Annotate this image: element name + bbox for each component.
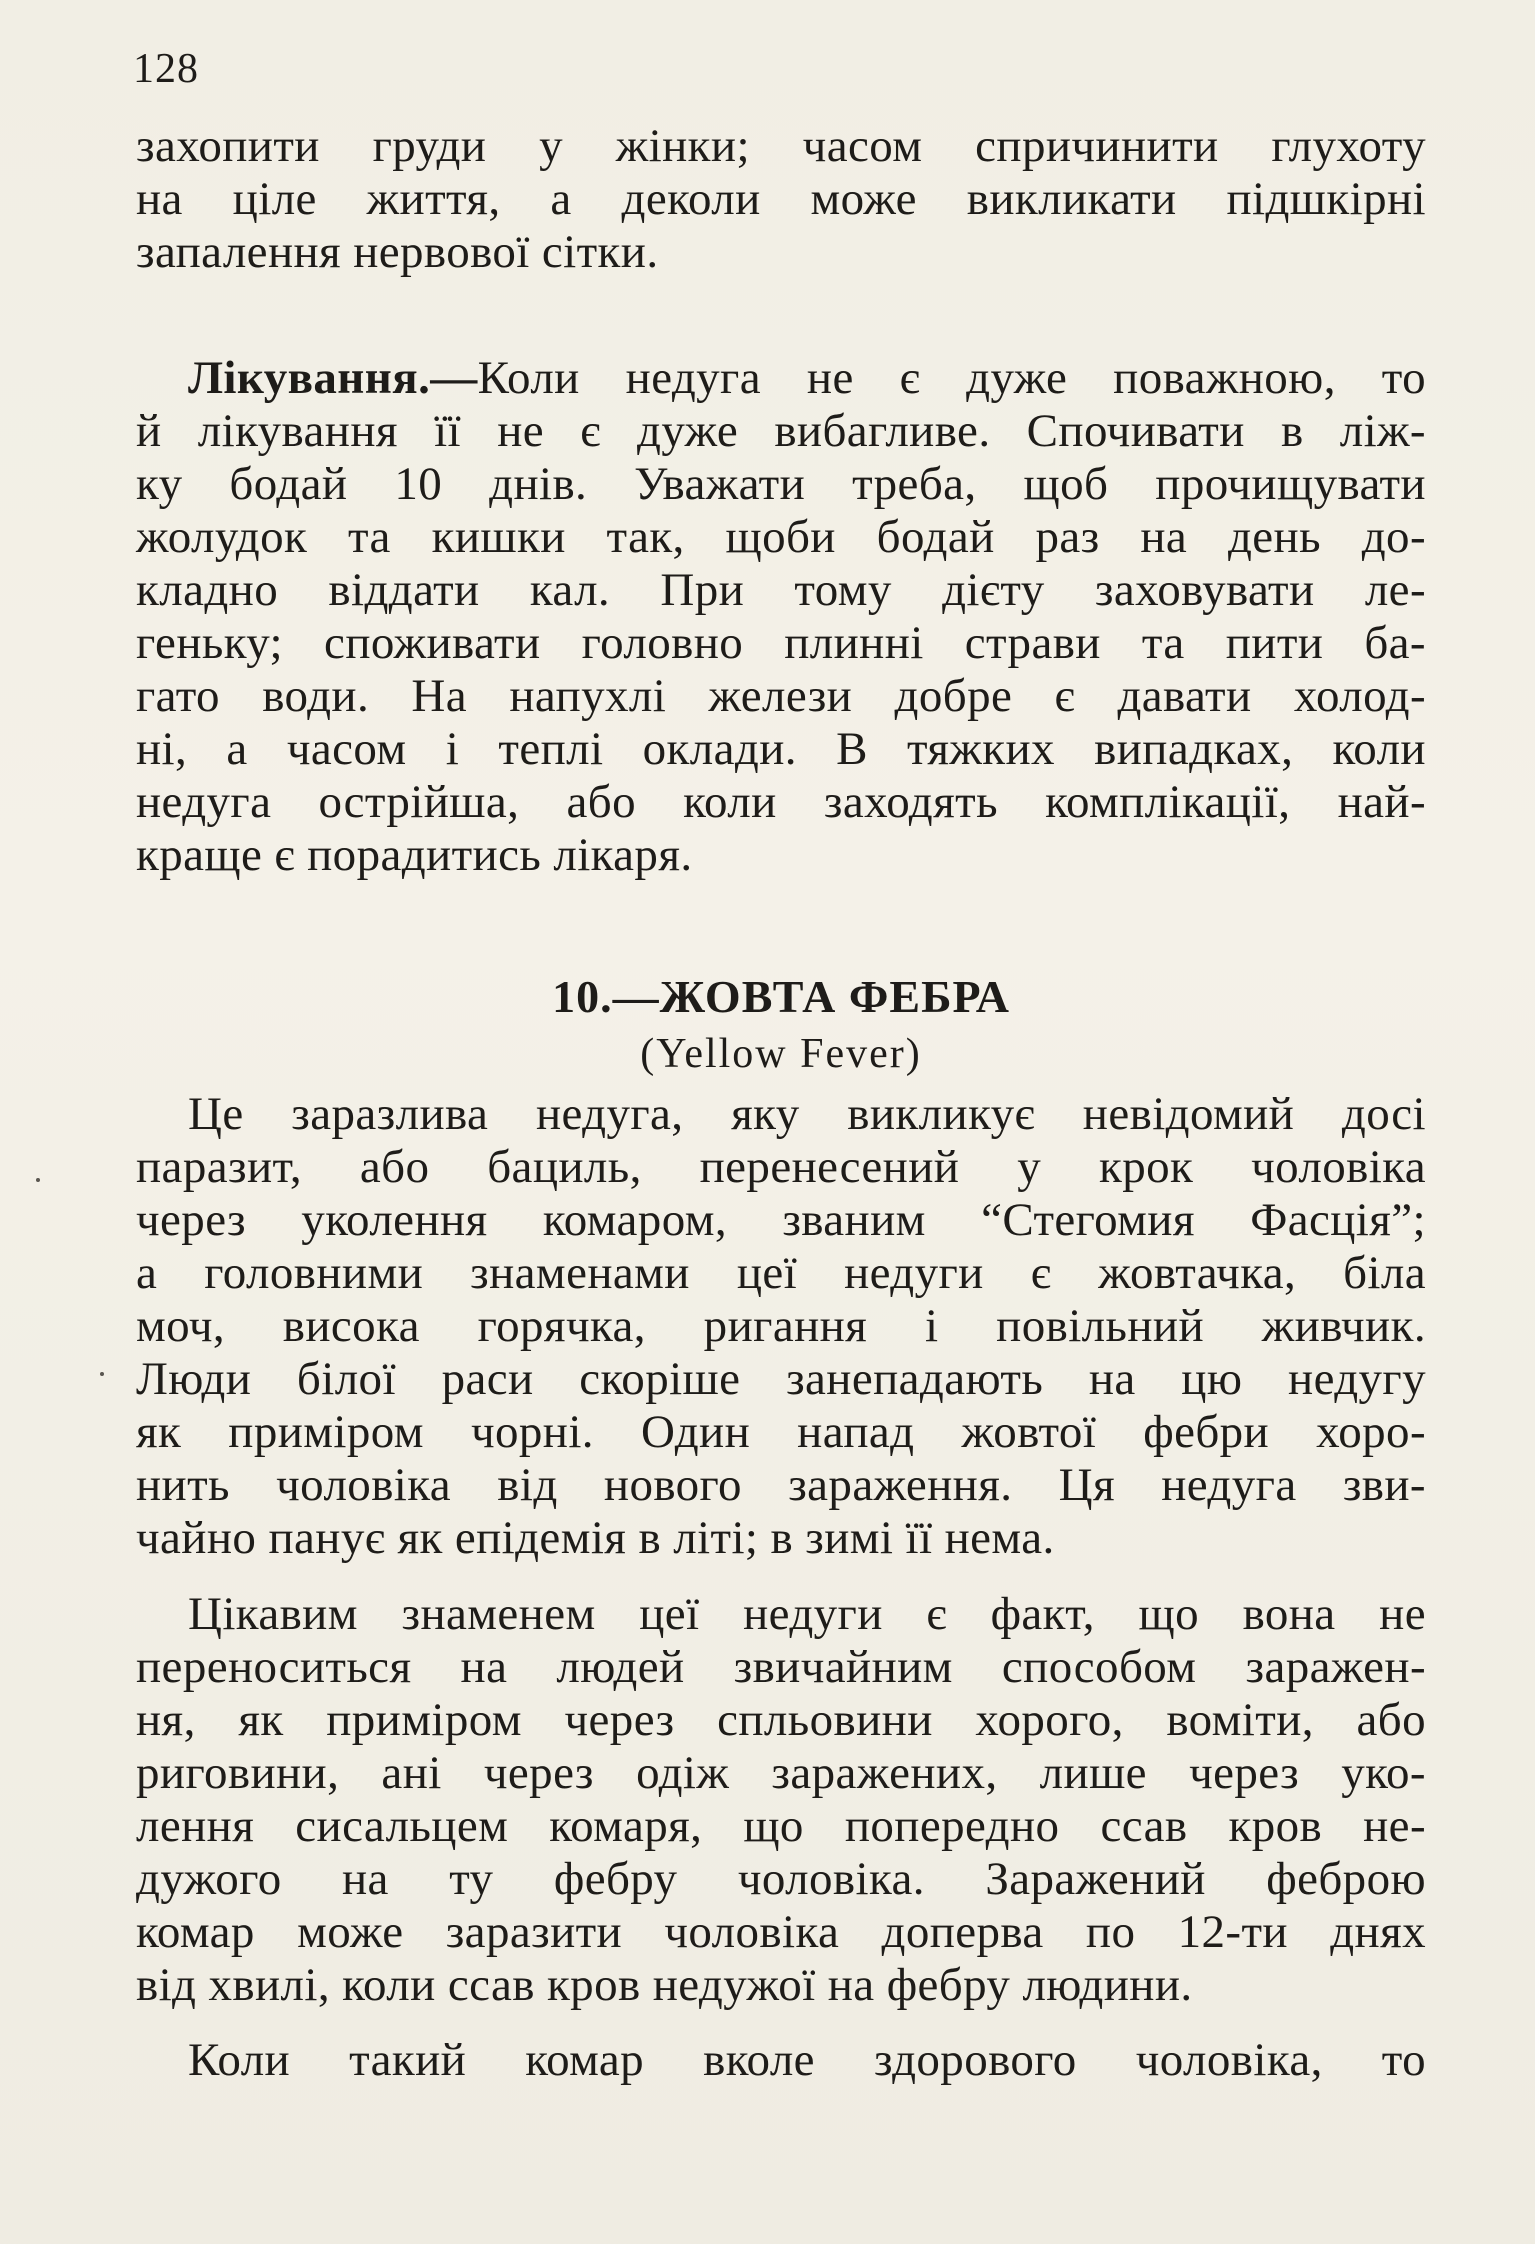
yellow-fever-paragraph-2 (136, 1588, 1426, 2012)
text-line: ня, як приміром через спльовини хорого, воміти, або (136, 1694, 1426, 1746)
continuation-paragraph (136, 120, 1426, 279)
text-line: жолудок та кишки так, щоби бодай раз на день до- (136, 511, 1426, 563)
text-line: моч, висока горячка, ригання і повільний живчик. (136, 1300, 1426, 1352)
text-line: переноситься на людей звичайним способом заражен- (136, 1641, 1426, 1693)
text-line: геньку; споживати головно плинні страви та пити ба- (136, 617, 1426, 669)
text-line: через уколення комаром, званим “Стегомия Фасція”; (136, 1194, 1426, 1246)
text-line: а головними знаменами цеї недуги є жовтачка, біла (136, 1247, 1426, 1299)
text-line: гато води. На напухлі желези добре є давати холод- (136, 670, 1426, 722)
text-line: комар може заразити чоловіка доперва по 12-ти днях (136, 1906, 1426, 1958)
text-line: риговини, ані через одіж заражених, лише через уко- (136, 1747, 1426, 1799)
text-line: від хвилі, коли ссав кров недужої на фебру людини. (136, 1959, 1193, 2011)
text-line: паразит, або бациль, перенесений у крок чоловіка (136, 1141, 1426, 1193)
text-line: запалення нервової сітки. (136, 226, 659, 278)
text-line: й лікування її не є дуже вибагливе. Спочивати в ліж- (136, 405, 1426, 457)
text-line: на ціле життя, а деколи може викликати підшкірні (136, 173, 1426, 225)
treatment-paragraph (136, 352, 1426, 882)
text-line: ні, а часом і теплі оклади. В тяжких випадках, коли (136, 723, 1426, 775)
text-line: кладно віддати кал. При тому дієту заховувати ле- (136, 564, 1426, 616)
text-line: Люди білої раси скоріше занепадають на цю недугу (136, 1353, 1426, 1405)
text-line: нить чоловіка від нового зараження. Ця недуга зви- (136, 1459, 1426, 1511)
paper-speck (36, 1178, 40, 1182)
yellow-fever-paragraph-3 (136, 2034, 1426, 2087)
page-number: 128 (133, 46, 199, 92)
text-line: як приміром чорні. Один напад жовтої фебри хоро- (136, 1406, 1426, 1458)
text-line: ку бодай 10 днів. Уважати треба, щоб прочищувати (136, 458, 1426, 510)
text-line: Коли такий комар вколе здорового чоловіка, то (188, 2034, 1426, 2086)
text-line: дужого на ту фебру чоловіка. Заражений феброю (136, 1853, 1426, 1905)
text-line: краще є порадитись лікаря. (136, 829, 693, 881)
text-line: недуга острійша, або коли заходять комплікації, най- (136, 776, 1426, 828)
section-title: 10.—ЖОВТА ФЕБРА (552, 971, 1010, 1022)
yellow-fever-paragraph-1 (136, 1088, 1426, 1565)
text-line (136, 352, 1426, 405)
text-line: Це заразлива недуга, яку викликує невідомий досі (188, 1088, 1426, 1140)
section-subtitle: (Yellow Fever) (640, 1031, 922, 1077)
text-line: Цікавим знаменем цеї недуги є факт, що вона не (188, 1588, 1426, 1640)
treatment-label: Лікування.— (188, 352, 478, 404)
text-line: чайно панує як епідемія в літі; в зимі її нема. (136, 1512, 1055, 1564)
paper-speck (100, 1372, 104, 1376)
treatment-first-line: Коли недуга не є дуже поважною, то (477, 352, 1426, 404)
text-line: лення сисальцем комаря, що попередно ссав кров не- (136, 1800, 1426, 1852)
text-line: захопити груди у жінки; часом спричинити глухоту (136, 120, 1426, 172)
